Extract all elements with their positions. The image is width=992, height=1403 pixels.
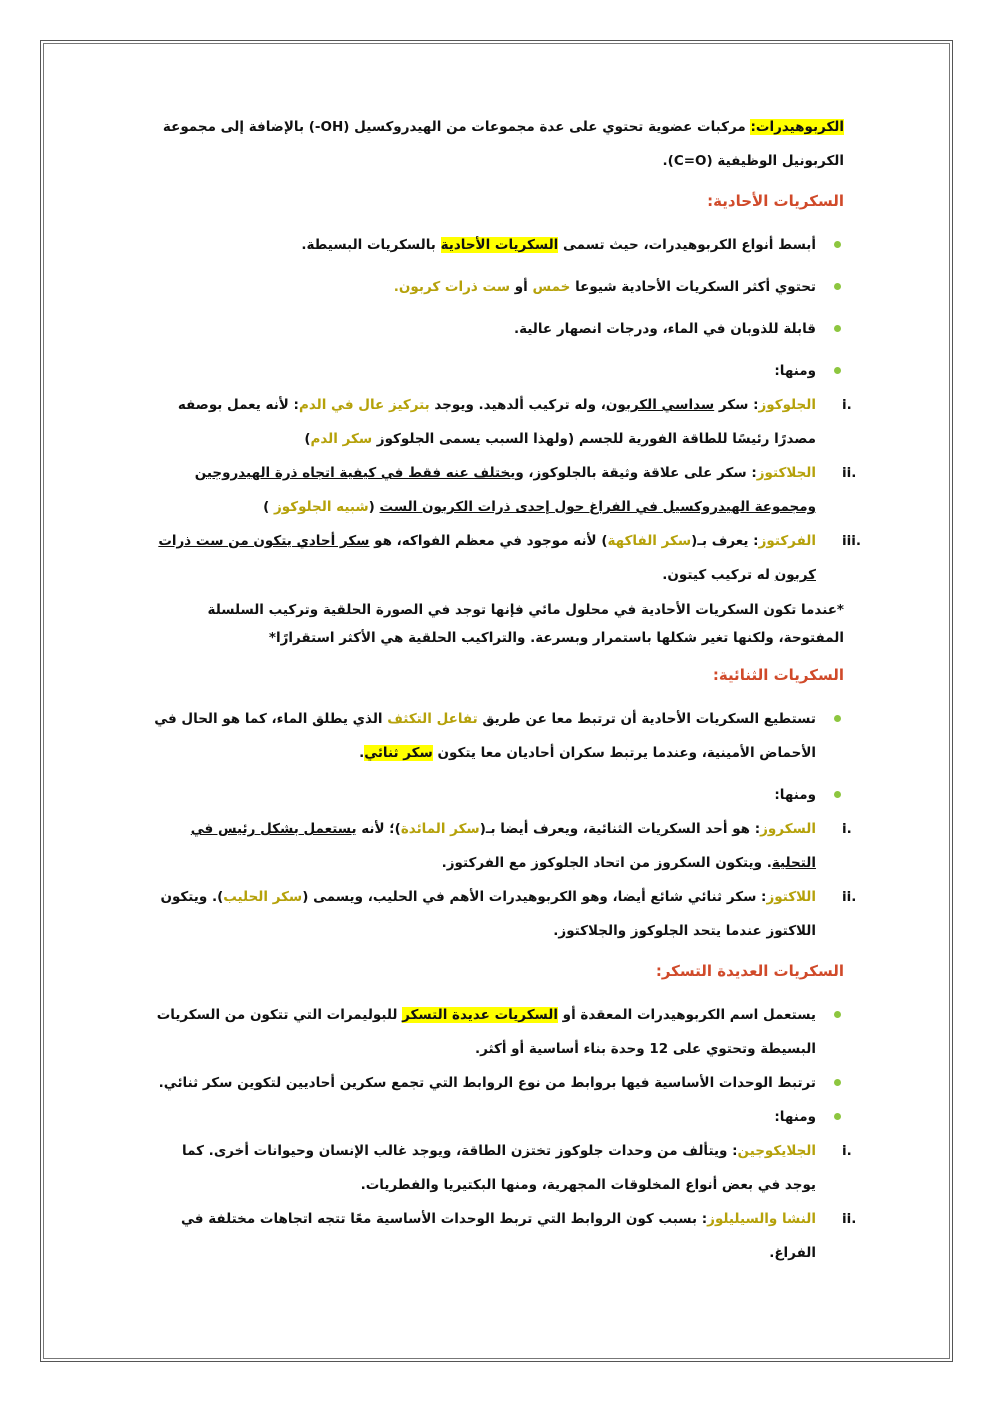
text: ) <box>263 499 274 515</box>
intro-term: الكربوهيدرات: <box>750 119 844 135</box>
highlight: السكريات عديدة التسكر <box>402 1007 558 1023</box>
item-number: i. <box>842 1143 852 1159</box>
term: بتركيز عال في الدم <box>298 397 430 413</box>
term: سكر المائدة <box>400 821 480 837</box>
poly-item-glycogen <box>150 1134 852 1202</box>
text: : هو أحد السكريات الثنائية، ويعرف أيضا بـ( <box>479 821 761 837</box>
term: النشا والسيليلوز <box>707 1211 816 1227</box>
mono-note: *عندما تكون السكريات الأحادية في محلول مائي فإنها توجد في الصورة الحلقية وتركيب السلسلة المفتوحة، ولكنها تغير شكلها باستمرار وبسرعة. والتراكيب الحلقية هي الأكثر استقرارًا* <box>207 602 844 646</box>
term: تفاعل التكثف <box>387 711 478 727</box>
poly-item-starch-cellulose <box>150 1202 857 1270</box>
text: ) لأنه موجود في معظم الفواكه، هو <box>369 533 608 549</box>
underlined-text: يختلف عنه فقط في كيفية اتجاه ذرة الهيدروجين ومجموعة الهيدروكسيل في الفراغ حول إحدى ذرات الكربون الست <box>194 465 816 515</box>
intro-text: مركبات عضوية تحتوي على عدة مجموعات من الهيدروكسيل (OH-) بالإضافة إلى مجموعة الكربونيل الوظيفية (C=O). <box>162 119 844 169</box>
term: سكر الدم <box>310 431 373 447</box>
text: تحتوي أكثر السكريات الأحادية شيوعا <box>570 279 816 295</box>
di-bullet-2: ومنها: <box>150 778 844 812</box>
term: الجلاكتوز <box>756 465 816 481</box>
highlight: السكريات الأحادية <box>440 237 559 253</box>
text: للبوليمرات التي تتكون من السكريات البسيطة وتحتوي على 12 وحدة بناء أساسية أو أكثر. <box>156 1007 816 1057</box>
mono-item-fructose <box>150 524 862 592</box>
text: : سكر على علاقة وثيقة بالجلوكوز، و <box>515 465 757 481</box>
text: : ويتألف من وحدات جلوكوز تختزن الطاقة، ويوجد غالب الإنسان وحيوانات أخرى. كما يوجد في بعض أنواع المخلوقات المجهرية، ومنها البكتيريا والفطريات. <box>182 1143 816 1193</box>
text: أبسط أنواع الكربوهيدرات، حيث تسمى <box>558 237 816 253</box>
text: . <box>359 745 365 761</box>
term: الفركتوز <box>758 533 816 549</box>
text: : سكر <box>714 397 759 413</box>
mono-item-galactose <box>150 456 857 524</box>
text: بالسكريات البسيطة. <box>301 237 441 253</box>
poly-bullet-2: ترتبط الوحدات الأساسية فيها بروابط من نوع الروابط التي تجمع سكرين أحاديين لتكوين سكر ثنائي. <box>150 1066 844 1100</box>
text: )؛ لأنه <box>356 821 401 837</box>
text: : لأنه يعمل بوصفه مصدرًا رئيسًا للطاقة الفورية للجسم (ولهذا السبب يسمى الجلوكوز <box>177 397 816 447</box>
item-number: ii. <box>842 889 857 905</box>
term: سكر الحليب <box>223 889 303 905</box>
di-bullet-1 <box>150 702 844 770</box>
text: ، وله تركيب ألدهيد. ويوجد <box>429 397 606 413</box>
mono-bullet-2 <box>150 270 844 304</box>
item-number: ii. <box>842 1211 857 1227</box>
term: السكروز <box>760 821 816 837</box>
intro-paragraph <box>150 110 844 178</box>
term: شبيه الجلوكوز <box>274 499 369 515</box>
mono-heading: السكريات الأحادية: <box>707 192 844 210</box>
mono-bullet-4: ومنها: <box>150 354 844 388</box>
di-item-sucrose <box>150 812 852 880</box>
term: ست ذرات كربون. <box>393 279 511 295</box>
poly-bullet-1 <box>150 998 844 1066</box>
term: الجلوكوز <box>758 397 816 413</box>
poly-heading: السكريات العديدة التسكر: <box>655 962 844 980</box>
item-number: i. <box>842 397 852 413</box>
term: خمس <box>532 279 571 295</box>
mono-bullet-1 <box>150 228 844 262</box>
term: اللاكتوز <box>766 889 816 905</box>
text: تستطيع السكريات الأحادية أن ترتبط معا عن طريق <box>477 711 816 727</box>
di-item-lactose <box>150 880 857 948</box>
mono-item-glucose <box>150 388 852 456</box>
text: : بسبب كون الروابط التي تربط الوحدات الأساسية معًا تتجه اتجاهات مختلفة في الفراغ. <box>181 1211 816 1261</box>
poly-bullet-3: ومنها: <box>150 1100 844 1134</box>
text: : سكر ثنائي شائع أيضا، وهو الكربوهيدرات الأهم في الحليب، ويسمى ( <box>302 889 767 905</box>
text: الذي يطلق الماء، كما هو الحال في الأحماض الأمينية، وعندما يرتبط سكران أحاديان معا يتكون <box>154 711 816 761</box>
text: . ويتكون السكروز من اتحاد الجلوكوز مع الفركتوز. <box>441 855 772 871</box>
underlined-text: سداسي الكربون <box>605 397 715 413</box>
di-heading: السكريات الثنائية: <box>712 666 844 684</box>
mono-bullet-3: قابلة للذوبان في الماء، ودرجات انصهار عالية. <box>150 312 844 346</box>
term: سكر الفاكهة <box>607 533 692 549</box>
item-number: ii. <box>842 465 857 481</box>
text: له تركيب كيتون. <box>662 567 775 583</box>
underlined-text: سكر أحادي يتكون من ست ذرات كربون <box>158 533 816 583</box>
text: : يعرف بـ( <box>691 533 759 549</box>
underlined-text: يستعمل بشكل رئيس في التحلية <box>190 821 816 871</box>
item-number: iii. <box>842 533 862 549</box>
text: يستعمل اسم الكربوهيدرات المعقدة أو <box>557 1007 816 1023</box>
text: أو <box>510 279 533 295</box>
text: ) <box>304 431 311 447</box>
text: ). ويتكون اللاكتوز عندما يتحد الجلوكوز والجلاكتوز. <box>160 889 816 939</box>
item-number: i. <box>842 821 852 837</box>
term: الجلايكوجين <box>737 1143 816 1159</box>
highlight: سكر ثنائي <box>364 745 433 761</box>
document-body <box>150 110 862 1270</box>
text: ( <box>368 499 380 515</box>
